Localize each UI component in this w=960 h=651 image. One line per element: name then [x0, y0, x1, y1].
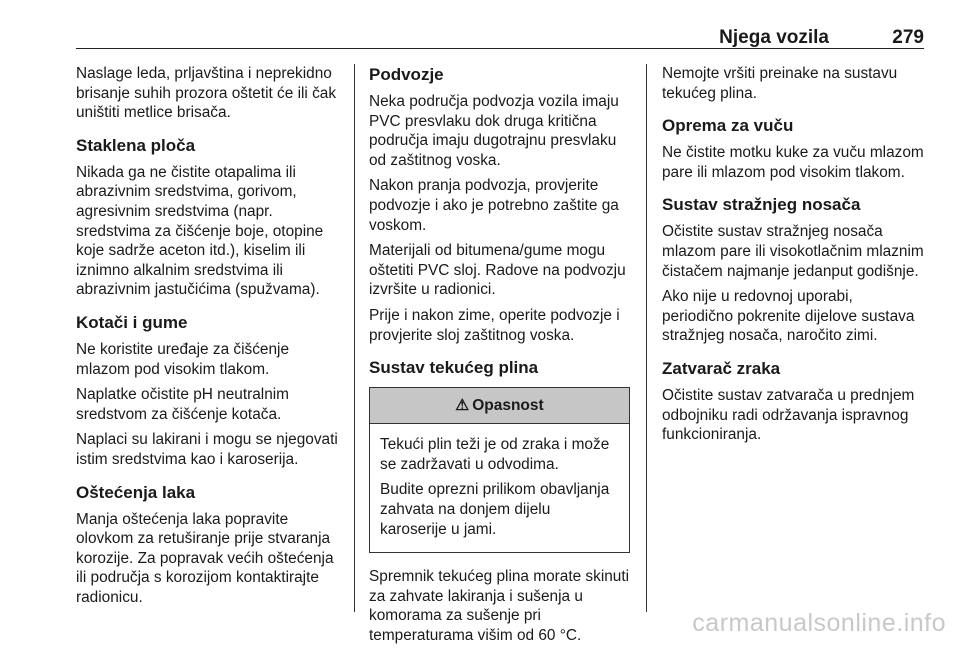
paragraph: Ne čistite motku kuke za vuču mlazom pare ili mlazom pod visokim tlakom.	[662, 144, 924, 181]
watermark: carmanualsonline.info	[692, 609, 946, 637]
page-header	[76, 27, 924, 49]
paragraph: Očistite sustav zatvarača u prednjem odbojniku radi održavanja ispravnog funkcioniranja.	[662, 386, 915, 444]
paragraph: Naslage leda, prljavština i neprekidno brisanje suhih prozora oštetit će ili čak uništiti metlice brisača.	[76, 65, 337, 122]
column-divider	[646, 64, 647, 612]
column-divider	[354, 64, 355, 612]
column-middle	[369, 64, 633, 651]
page-title: Njega vozila	[719, 27, 829, 48]
warning-title: Opasnost	[472, 397, 544, 415]
section-heading: Sustav stražnjeg nosača	[662, 195, 861, 215]
paragraph: Manja oštećenja laka popravite olovkom za retuširanje prije stvaranja korozije. Za popravak većih oštećenja ili područja s korozijom kontaktirajte radionicu.	[76, 510, 334, 606]
section-heading: Sustav tekućeg plina	[369, 358, 539, 378]
header-rule	[76, 48, 924, 49]
section-heading: Oštećenja laka	[76, 482, 196, 502]
paragraph: Prije i nakon zime, operite podvozje i provjerite sloj zaštitnog voska.	[369, 306, 620, 344]
paragraph: Materijali od bitumena/gume mogu oštetiti PVC sloj. Radove na podvozju izvršite u radionici.	[369, 242, 626, 299]
paragraph: Nakon pranja podvozja, provjerite podvozje i ako je potrebno zaštite ga voskom.	[369, 177, 619, 234]
column-left	[76, 64, 342, 613]
section-heading: Staklena ploča	[76, 135, 196, 155]
warning-box	[369, 387, 630, 553]
paragraph: Ako nije u redovnoj uporabi, periodično pokrenite dijelove sustava stražnjeg nosača, naročito zimi.	[662, 288, 915, 345]
paragraph: Očistite sustav stražnjeg nosača mlazom pare ili visokotlačnim mlaznim čistačem najmanje jedanput godišnje.	[662, 223, 924, 280]
paragraph: Naplaci su lakirani i mogu se njegovati istim sredstvima kao i karoserija.	[76, 431, 338, 468]
section-heading: Kotači i gume	[76, 312, 188, 332]
section-heading: Podvozje	[369, 65, 444, 84]
paragraph: Naplatke očistite pH neutralnim sredstvom za čišćenje kotača.	[76, 386, 290, 423]
warning-triangle-icon: ⚠	[455, 397, 470, 415]
page-number: 279	[892, 27, 924, 48]
paragraph: Ne koristite uređaje za čišćenje mlazom pod visokim tlakom.	[76, 340, 290, 378]
warning-body	[370, 424, 629, 552]
paragraph: Budite oprezni prilikom obavljanja zahvata na donjem dijelu karoserije u jami.	[380, 481, 610, 538]
warning-header	[370, 388, 629, 424]
section-heading: Oprema za vuču	[662, 116, 794, 136]
paragraph: Neka područja podvozja vozila imaju PVC presvlaku dok druga kritična područja imaju dugotrajnu presvlaku od zaštitnog voska.	[369, 93, 619, 169]
paragraph: Tekući plin teži je od zraka i može se zadržavati u odvodima.	[380, 436, 610, 473]
column-right	[662, 64, 928, 451]
section-heading: Zatvarač zraka	[662, 358, 781, 378]
paragraph: Nikada ga ne čistite otapalima ili abrazivnim sredstvima, gorivom, agresivnim sredstvima (napr. sredstvima za čišćenje boje, otopine koje sadrže aceton itd.), kiselim ili iznimno alkalnim sredstvima ili abrazivnim jastučićima (spužvama).	[76, 163, 324, 299]
paragraph: Nemojte vršiti preinake na sustavu tekućeg plina.	[662, 65, 898, 102]
paragraph: Spremnik tekućeg plina morate skinuti za zahvate lakiranja i sušenja u komorama za sušenje pri temperaturama višim od 60 °C.	[369, 568, 630, 644]
